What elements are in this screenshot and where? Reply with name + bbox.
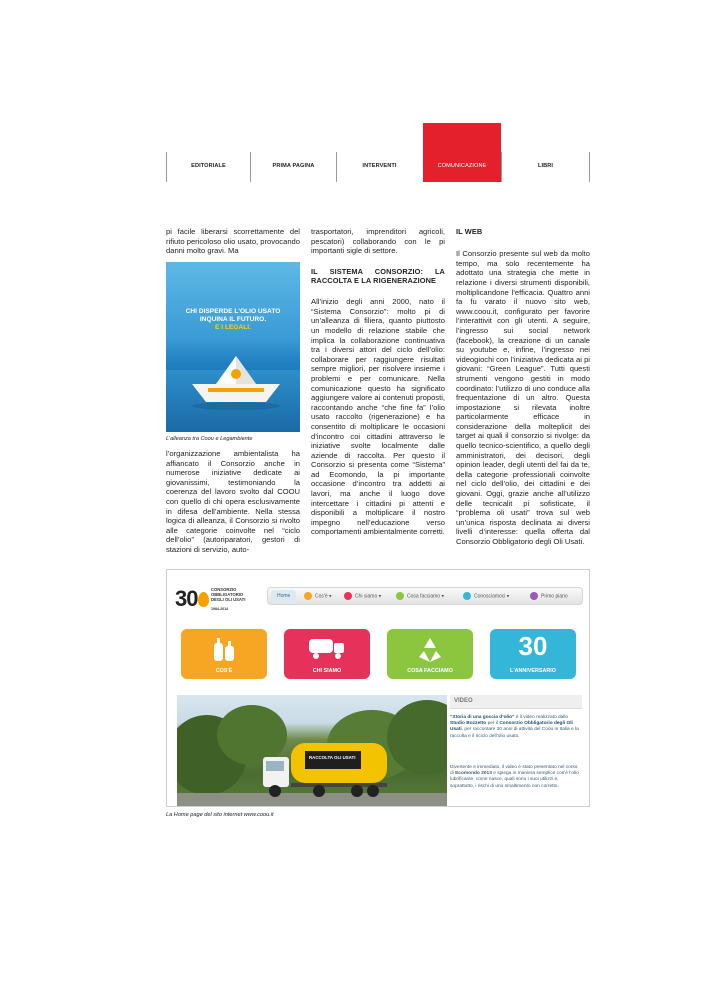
campaign-line-2: INQUINA IL FUTURO. [199,316,267,323]
column-3 [456,227,590,547]
logo-text: CONSORZIO OBBLIGATORIO DEGLI OLI USATI [211,587,246,602]
menu-chi-siamo[interactable]: Chi siamo ▾ [344,592,381,600]
anniversary-number: 30 [518,631,548,661]
menu-label: Cos'è [315,593,328,600]
menu-label: Conosciamoci [474,593,506,600]
truck-label: RACCOLTA OLI USATI [309,755,356,760]
video-text: Divertente e immediato, il video è stato presentato nel corso di [450,765,578,777]
tanker-truck-icon [261,735,391,799]
section-heading: IL SISTEMA CONSORZIO: LA RACCOLTA E LA RIGENERAZIONE [311,266,445,285]
menu-conosciamoci[interactable]: Conosciamoci ▾ [463,592,509,600]
column-1-continued [166,449,300,555]
video-title[interactable]: “Storia di una goccia d’olio” [450,715,515,720]
tile-cosa-facciamo[interactable] [387,629,473,679]
column-1 [166,227,300,256]
tile-chi-siamo[interactable] [284,629,370,679]
tab-label: PRIMA PAGINA [272,163,315,169]
video-text: e spiega in maniera semplice cos’è l’olio lubrificante, come nasce, quali sono i suoi utilizzi e, soprattutto, i rischi di uno smaltimento non corretto. [450,771,579,789]
column-2 [311,227,445,537]
paragraph: Il Consorzio presente sul web da molto tempo, ma solo recentemente ha adottato una strategia che mette in relazione i diversi strumenti disponibili, moltiplicandone l’efficacia. Quattro anni fa fu varato il nuovo sito web, www.coou.it, configurato per favorire l’interattivit con gli utenti. A seguire, l’ingresso sui social network (facebook), la creazione di un canale su youtube e, infine, l’ingresso nei videogiochi con l’iniziativa dedicata ai pi giovani: “Green League”. Tutti questi strumenti vengono gestiti in modo coordinato: l’utilizzo di uno conduce alla frequentazione di un altro. Questa impostazione si rilevata inoltre particolarmente efficace in considerazione della molteplicit dei target ai quali il consorzio si rivolge: da quello tecnico-scientifico, a quello degli amministratori, dei decisori, degli opinion leader, degli utenti del fai da te, della categorie professionali coinvolte nel ciclo dell’olio, dei cittadini e dei giovani. Oggi, grazie anche all’utilizzo delle tecnicalit pi sofisticate, il “problema oli usati” trova sul web un’unica risposta declinata ai diversi livelli d’interesse: quella offerta dal Consorzio Obbligatorio degli Oli Usati. [456,249,590,547]
video-consorzio: Consorzio Obbligatorio degli Oli Usati [450,721,573,733]
tab-libri[interactable] [501,152,589,182]
video-text: è il video realizzato dallo [514,715,569,720]
paragraph: pi facile liberarsi scorrettamente del rifiuto pericoloso olio usato, provocando danni molto gravi. Ma [166,227,300,256]
tab-label: LIBRI [537,163,554,169]
video-description-2 [450,765,580,790]
website-screenshot [166,569,590,807]
video-description [450,715,580,740]
paragraph: All’inizio degli anni 2000, nato il “Sistema Consorzio”: molto pi di un’alleanza di filiera, quanto piuttosto un modello di relazione stabile che implica la collaborazione continuativa tra i diversi attori del ciclo dell’olio: collaborare per raggiungere risultati sempre migliori, per risolvere insieme i problemi e per comunicare. Nella comunicazione questo ha significato aggiungere valore ai contenuti proposti, raccontando anche “che fine fa” l’olio usato raccolto (rigenerazione) e ha consentito di moltiplicare le occasioni d’incontro coi cittadini attraverso le iniziative svolte localmente dalle aziende di raccolta. Per questo il Consorzio si presenta come “Sistema” ad Ecomondo, la pi importante occasione d’incontro tra addetti ai lavori, ma anche il luogo dove intercettare i cittadini pi attenti e disponibili a moltiplicare il nostro impegno nell’educazione verso comportamenti ambientalmente corretti. [311,297,445,537]
menu-label: Primo piano [541,593,568,600]
recycle-icon [415,635,445,665]
tab-prima-pagina[interactable] [250,152,336,182]
campaign-image [166,262,300,432]
campaign-line-1: CHI DISPERDE L'OLIO USATO [185,308,281,315]
video-panel [450,695,582,807]
menu-label: Cosa facciamo [407,593,441,600]
menu-cosa-facciamo[interactable]: Cosa facciamo ▾ [396,592,444,600]
section-nav [166,123,590,182]
menu-dot-icon [530,592,538,600]
tab-label: COMUNICAZIONE [437,163,487,169]
oil-bottles-icon [209,635,239,665]
menu-primo-piano[interactable] [530,592,568,600]
tab-comunicazione[interactable] [423,123,501,182]
campaign-line-3: E I LEGALI. [215,324,251,331]
paragraph: trasportatori, imprenditori agricoli, pescatori) collaborando con le pi importanti sigle di settore. [311,227,445,256]
tile-label: COSA FACCIAMO [407,668,453,674]
tile-cose[interactable] [181,629,267,679]
truck-photo [177,695,447,807]
logo-number: 30 [175,586,198,611]
tile-anniversario[interactable] [490,629,576,679]
menu-home[interactable]: Home [271,590,296,602]
menu-cose[interactable]: Cos'è ▾ [304,592,332,600]
menu-dot-icon [344,592,352,600]
section-heading: IL WEB [456,227,483,236]
video-ecomondo: Ecomondo 2013 [455,771,492,777]
paragraph: l’organizzazione ambientalista ha affiancato il Consorzio anche in numerose iniziative dedicate ai giovanissimi, testimoniando la coerenza del lavoro svolto dal COOU con quello di chi opera esclusivamente in difesa dell’ambiente. Nella stessa logica di alleanza, il Consorzio si rivolto alle categorie coinvolte nel “ciclo dell’olio” (autoriparatori, gestori di stazioni di servizio, auto- [166,449,300,554]
video-text: per il [486,721,500,727]
menu-dot-icon [463,592,471,600]
paper-boat-icon [188,354,284,412]
coou-logo [175,584,259,620]
menu-dot-icon [304,592,312,600]
campaign-title [172,308,294,332]
campaign-caption: L’alleanza tra Coou e Legambiente [166,436,253,442]
oil-drop-icon [198,592,209,607]
website-caption: La Home page del sito internet www.coou.it [166,812,274,818]
video-studio: Studio Bozzetto [450,721,487,727]
tile-label: L'ANNIVERSARIO [510,668,556,674]
menu-dot-icon [396,592,404,600]
tab-label: EDITORIALE [191,163,226,169]
video-heading: VIDEO [450,695,582,709]
truck-icon [307,635,347,661]
tab-label: INTERVENTI [362,163,397,169]
site-menu [267,587,583,605]
section-tiles [181,629,577,679]
nav-divider [589,152,590,182]
tab-editoriale[interactable] [166,152,250,182]
video-text: , per raccontare 30 anni di attività del Coou in Italia e la raccolta e il riciclo dell’olio usato. [450,727,579,739]
tile-label: COS'È [215,668,233,674]
tile-label: CHI SIAMO [312,668,342,674]
logo-years: 1984-2014 [211,607,229,611]
tab-interventi[interactable] [336,152,422,182]
menu-label: Chi siamo [355,593,378,600]
